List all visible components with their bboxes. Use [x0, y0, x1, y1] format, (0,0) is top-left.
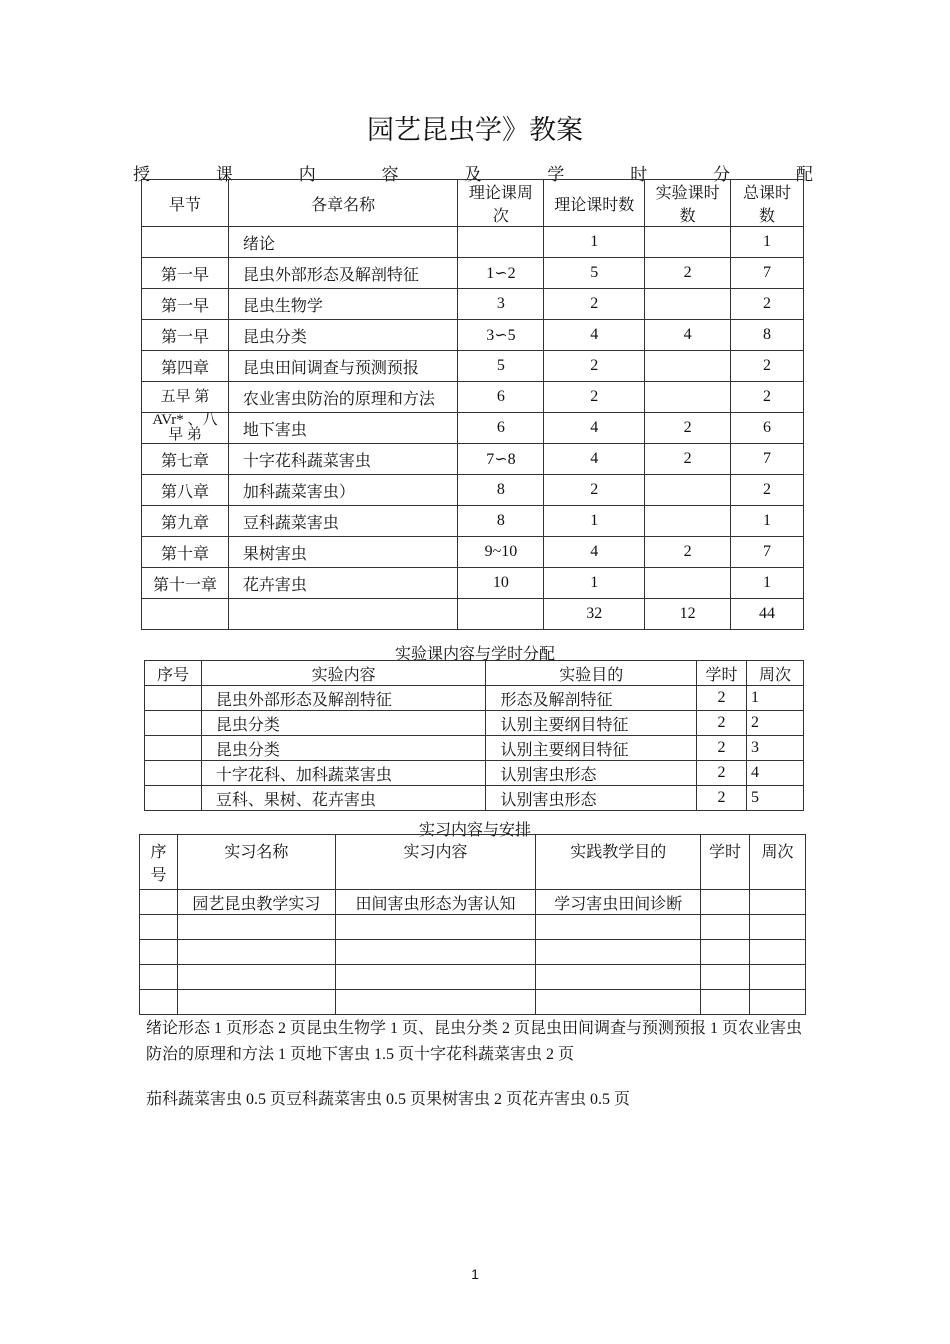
- theory-cell: 果树害虫: [228, 537, 458, 568]
- lab-cell: [145, 736, 202, 761]
- theory-cell: 2: [731, 475, 804, 506]
- practice-header-cell: 实习内容: [335, 835, 536, 890]
- document-title: 园艺昆虫学》教案: [367, 115, 583, 146]
- heading-char: 及: [464, 165, 482, 184]
- practice-header-cell: 学时: [701, 835, 750, 890]
- lab-cell: 5: [747, 786, 804, 811]
- theory-cell: 第九章: [142, 506, 229, 537]
- theory-header-cell: 各章名称: [228, 180, 458, 227]
- theory-cell: 7∽8: [458, 444, 544, 475]
- practice-header-cell: 周次: [750, 835, 806, 890]
- theory-cell: [142, 599, 229, 630]
- theory-cell: 第七章: [142, 444, 229, 475]
- table-row: [140, 890, 806, 915]
- lab-header-row: [145, 661, 804, 686]
- table-row: [142, 444, 804, 475]
- table-row: [145, 736, 804, 761]
- heading-char: 课: [215, 165, 233, 184]
- theory-cell: [458, 599, 544, 630]
- lab-cell: 认别主要纲目特征: [486, 736, 697, 761]
- theory-cell: 7: [731, 537, 804, 568]
- practice-cell: [536, 990, 701, 1015]
- theory-cell: 第一早: [142, 258, 229, 289]
- practice-header-cell: 实践教学目的: [536, 835, 701, 890]
- theory-cell: 12: [645, 599, 731, 630]
- table-row: [145, 686, 804, 711]
- theory-cell: 4: [645, 320, 731, 351]
- table-row: [142, 475, 804, 506]
- theory-cell: 1: [544, 227, 645, 258]
- theory-cell: 1: [544, 568, 645, 599]
- theory-cell: 3∽5: [458, 320, 544, 351]
- theory-header-cell: 早节: [142, 180, 229, 227]
- theory-cell: 第十一章: [142, 568, 229, 599]
- practice-cell: [140, 940, 178, 965]
- heading-char: 容: [381, 165, 399, 184]
- theory-cell: 4: [544, 537, 645, 568]
- lab-cell: 认别主要纲目特征: [486, 711, 697, 736]
- theory-cell: 2: [544, 475, 645, 506]
- theory-cell: 4: [544, 413, 645, 444]
- table-row: [142, 382, 804, 413]
- table-row: [140, 990, 806, 1015]
- lab-cell: [145, 686, 202, 711]
- lab-header-cell: 学时: [697, 661, 747, 686]
- heading-char: 内: [298, 165, 316, 184]
- theory-cell: 6: [458, 382, 544, 413]
- lab-cell: 十字花科、加科蔬菜害虫: [201, 761, 486, 786]
- heading-char: 配: [796, 165, 813, 184]
- practice-cell: [177, 990, 335, 1015]
- table-row: [142, 506, 804, 537]
- table-row: [142, 289, 804, 320]
- practice-cell: [335, 915, 536, 940]
- practice-cell: [335, 965, 536, 990]
- theory-header-cell: 理论课时数: [544, 180, 645, 227]
- theory-cell: 4: [544, 320, 645, 351]
- theory-header-cell: 实验课时数: [645, 180, 731, 227]
- table-row: [142, 568, 804, 599]
- theory-cell: 2: [731, 351, 804, 382]
- practice-cell: [536, 915, 701, 940]
- theory-cell: 农业害虫防治的原理和方法: [228, 382, 458, 413]
- lab-cell: 2: [697, 686, 747, 711]
- theory-cell: 3: [458, 289, 544, 320]
- lab-cell: 昆虫外部形态及解剖特征: [201, 686, 486, 711]
- lab-cell: 昆虫分类: [201, 736, 486, 761]
- table-row: [140, 915, 806, 940]
- lab-cell: 2: [697, 736, 747, 761]
- theory-cell: 五早 第: [142, 382, 229, 413]
- practice-cell: [177, 915, 335, 940]
- lab-header-cell: 实验内容: [201, 661, 486, 686]
- practice-cell: [701, 915, 750, 940]
- practice-header-cell: 序号: [140, 835, 178, 890]
- theory-header-row: [142, 180, 804, 227]
- theory-cell: 1: [731, 568, 804, 599]
- lab-cell: 豆科、果树、花卉害虫: [201, 786, 486, 811]
- lab-header-cell: 序号: [145, 661, 202, 686]
- lab-header-cell: 周次: [747, 661, 804, 686]
- theory-cell: 2: [645, 413, 731, 444]
- theory-cell: 昆虫分类: [228, 320, 458, 351]
- theory-cell: 4: [544, 444, 645, 475]
- table-row: [142, 351, 804, 382]
- practice-cell: [335, 990, 536, 1015]
- practice-cell: [701, 990, 750, 1015]
- lab-cell: [145, 761, 202, 786]
- practice-table: [139, 834, 806, 1015]
- practice-cell: 园艺昆虫教学实习: [177, 890, 335, 915]
- theory-cell: 8: [731, 320, 804, 351]
- theory-cell: 7: [731, 444, 804, 475]
- theory-cell: 2: [544, 382, 645, 413]
- theory-cell: 昆虫外部形态及解剖特征: [228, 258, 458, 289]
- theory-cell: [645, 351, 731, 382]
- theory-cell: 2: [731, 289, 804, 320]
- practice-cell: [750, 890, 806, 915]
- heading-char: 分: [713, 165, 731, 184]
- theory-cell: 6: [731, 413, 804, 444]
- theory-cell: [645, 289, 731, 320]
- table-row: [142, 413, 804, 444]
- theory-cell: 2: [645, 444, 731, 475]
- theory-cell: 2: [731, 382, 804, 413]
- theory-cell: 1: [731, 506, 804, 537]
- practice-cell: [701, 940, 750, 965]
- theory-cell: 地下害虫: [228, 413, 458, 444]
- theory-header-cell: 总课时数: [731, 180, 804, 227]
- theory-cell: [228, 599, 458, 630]
- theory-cell: 豆科蔬菜害虫: [228, 506, 458, 537]
- practice-cell: 田间害虫形态为害认知: [335, 890, 536, 915]
- theory-cell: [142, 227, 229, 258]
- table-row: [140, 965, 806, 990]
- theory-cell: 32: [544, 599, 645, 630]
- practice-table-caption: 实习内容与安排: [418, 822, 531, 839]
- theory-cell: 第八章: [142, 475, 229, 506]
- theory-cell: 7: [731, 258, 804, 289]
- lab-cell: 形态及解剖特征: [486, 686, 697, 711]
- theory-cell: 第十章: [142, 537, 229, 568]
- lab-cell: 2: [697, 761, 747, 786]
- theory-cell: 绪论: [228, 227, 458, 258]
- theory-cell: 44: [731, 599, 804, 630]
- practice-cell: [140, 965, 178, 990]
- theory-cell: [645, 506, 731, 537]
- table-row: [145, 761, 804, 786]
- practice-cell: [750, 915, 806, 940]
- theory-cell: 加科蔬菜害虫）: [228, 475, 458, 506]
- theory-header-cell: 理论课周次: [458, 180, 544, 227]
- theory-cell: 2: [544, 289, 645, 320]
- practice-cell: 学习害虫田间诊断: [536, 890, 701, 915]
- practice-cell: [177, 965, 335, 990]
- practice-cell: [536, 965, 701, 990]
- theory-hours-table: [141, 179, 804, 630]
- theory-cell: AVr* 、八早 弟: [142, 413, 229, 444]
- lab-cell: [145, 711, 202, 736]
- theory-cell: 2: [645, 258, 731, 289]
- theory-cell: 8: [458, 506, 544, 537]
- theory-cell: 十字花科蔬菜害虫: [228, 444, 458, 475]
- table-row: [142, 537, 804, 568]
- table-row: [142, 599, 804, 630]
- table-row: [145, 786, 804, 811]
- theory-cell: 2: [544, 351, 645, 382]
- practice-cell: [140, 890, 178, 915]
- theory-cell: 第四章: [142, 351, 229, 382]
- practice-cell: [701, 965, 750, 990]
- practice-cell: [536, 940, 701, 965]
- lab-hours-table: [144, 660, 804, 811]
- heading-char: 授: [133, 165, 150, 184]
- lab-cell: 4: [747, 761, 804, 786]
- theory-cell: [645, 227, 731, 258]
- theory-cell: 1: [731, 227, 804, 258]
- table-row: [145, 711, 804, 736]
- theory-cell: 8: [458, 475, 544, 506]
- lab-cell: 3: [747, 736, 804, 761]
- lab-cell: 2: [747, 711, 804, 736]
- theory-cell: 9~10: [458, 537, 544, 568]
- lab-cell: 认别害虫形态: [486, 761, 697, 786]
- lab-cell: [145, 786, 202, 811]
- theory-cell: [645, 568, 731, 599]
- practice-cell: [750, 990, 806, 1015]
- theory-cell: [645, 475, 731, 506]
- theory-cell: 5: [458, 351, 544, 382]
- lab-cell: 2: [697, 786, 747, 811]
- theory-cell: 2: [645, 537, 731, 568]
- heading-char: 时: [630, 165, 648, 184]
- page-number: 1: [471, 1266, 479, 1282]
- theory-cell: 5: [544, 258, 645, 289]
- lab-cell: 1: [747, 686, 804, 711]
- practice-cell: [750, 940, 806, 965]
- practice-cell: [140, 915, 178, 940]
- lab-cell: 认别害虫形态: [486, 786, 697, 811]
- theory-cell: 1: [544, 506, 645, 537]
- theory-cell: 1∽2: [458, 258, 544, 289]
- practice-cell: [177, 940, 335, 965]
- heading-char: 学: [547, 165, 565, 184]
- practice-cell: [701, 890, 750, 915]
- lab-cell: 昆虫分类: [201, 711, 486, 736]
- theory-cell: 昆虫生物学: [228, 289, 458, 320]
- theory-cell: 6: [458, 413, 544, 444]
- lab-header-cell: 实验目的: [486, 661, 697, 686]
- table-row: [142, 227, 804, 258]
- theory-cell: 花卉害虫: [228, 568, 458, 599]
- theory-cell: 10: [458, 568, 544, 599]
- practice-header-cell: 实习名称: [177, 835, 335, 890]
- theory-cell: [645, 382, 731, 413]
- lab-table-caption: 实验课内容与学时分配: [394, 646, 555, 663]
- theory-cell: 昆虫田间调查与预测预报: [228, 351, 458, 382]
- practice-cell: [140, 990, 178, 1015]
- theory-cell: [458, 227, 544, 258]
- table-row: [140, 940, 806, 965]
- lab-cell: 2: [697, 711, 747, 736]
- practice-cell: [335, 940, 536, 965]
- page-allocation-note-2: 茄科蔬菜害虫 0.5 页豆科蔬菜害虫 0.5 页果树害虫 2 页花卉害虫 0.5 页: [146, 1091, 631, 1108]
- theory-cell: 第一早: [142, 320, 229, 351]
- practice-header-row: [140, 835, 806, 890]
- page-allocation-note-1: 绪论形态 1 页形态 2 页昆虫生物学 1 页、昆虫分类 2 页昆虫田间调查与预测预报 1 页农业害虫防治的原理和方法 1 页地下害虫 1.5 页十字花科蔬菜害虫 2 页: [146, 1020, 803, 1063]
- table-row: [142, 320, 804, 351]
- theory-cell: 第一早: [142, 289, 229, 320]
- table-row: [142, 258, 804, 289]
- practice-cell: [750, 965, 806, 990]
